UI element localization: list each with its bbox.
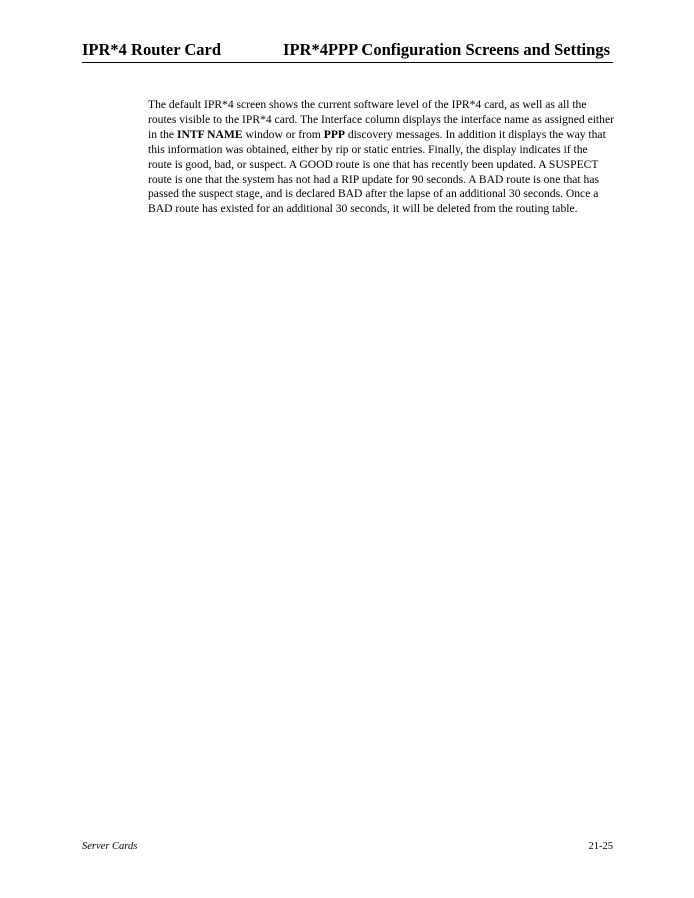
body-text-segment: The default IPR*4 screen shows the current software level of the IPR*4 card, as well as all the routes visible to the IPR*4 card. The Interface column displays the interface name as assigned either in the xyxy=(148,98,614,141)
header-chapter-title: IPR*4 Router Card xyxy=(82,40,222,59)
footer-section-name: Server Cards xyxy=(82,841,138,852)
body-paragraph xyxy=(148,98,614,217)
page-header xyxy=(82,38,613,63)
body-text-segment: discovery messages. In addition it displays the way that this information was obtained, either by rip or static entries. Finally, the display indicates if the route is good, bad, or suspect. A GOOD route is one that has recently been updated. A SUSPECT route is one that the system has not had a RIP update for 90 seconds. A BAD route is one that has passed the suspect stage, and is declared BAD after the lapse of an additional 30 seconds. Once a BAD route has existed for an additional 30 seconds, it will be deleted from the routing table. xyxy=(148,127,606,216)
body-bold-term: PPP xyxy=(323,127,345,141)
body-text-segment: window or from xyxy=(242,127,324,141)
footer-page-number: 21-25 xyxy=(588,841,613,852)
body-bold-term: INTF NAME xyxy=(176,127,243,141)
header-section-title: IPR*4PPP Configuration Screens and Settings xyxy=(283,40,610,59)
